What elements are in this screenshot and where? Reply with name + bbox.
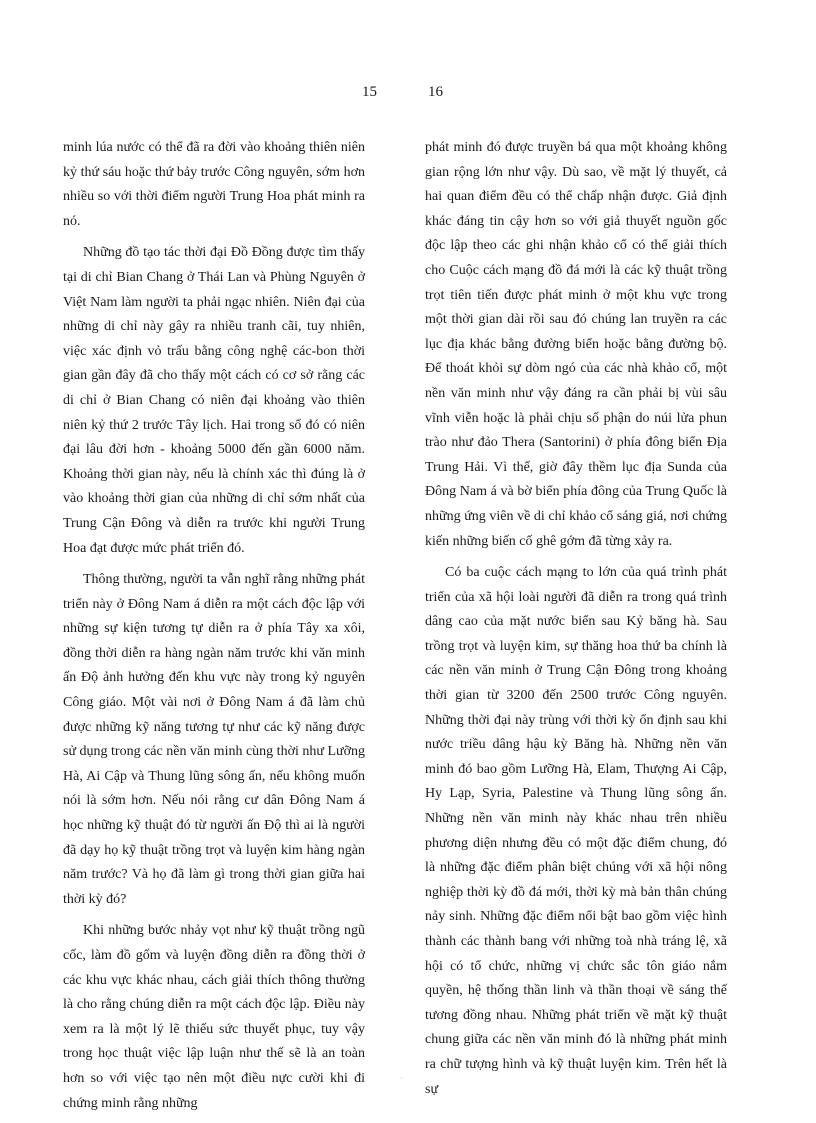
scan-artifact-mark: ·	[400, 1074, 403, 1083]
paragraph: Những đồ tạo tác thời đại Đồ Đồng được tìm thấy tại di chỉ Bian Chang ở Thái Lan và Phùng Nguyên ở Việt Nam làm người ta phải ngạc nhiên. Niên đại của những di chỉ này gây ra nhiều tranh cãi, tuy nhiên, việc xác định vỏ trấu bằng công nghệ các-bon thời gian gần đây đã cho thấy một cách có cơ sở rằng các di chỉ ở Bian Chang có niên đại khoảng vào thiên niên kỷ thứ 2 trước Tây lịch. Hai trong số đó có niên đại lâu đời hơn - khoảng 5000 đến gần 6000 năm. Khoảng thời gian này, nếu là chính xác thì đúng là ở vào khoảng thời gian của những di chỉ sớm nhất của Trung Cận Đông và diễn ra trước khi người Trung Hoa đạt được mức phát triển đó.	[63, 245, 365, 556]
right-page-number: 16	[428, 84, 443, 100]
right-page-body	[425, 136, 727, 1102]
paragraph: Thông thường, người ta vẫn nghĩ rằng những phát triển này ở Đông Nam á diễn ra một cách độc lập với những sự kiện tương tự diễn ra ở phía Tây xa xôi, đồng thời diễn ra hàng ngàn năm trước khi văn minh ấn Độ ảnh hưởng đến khu vực này trong kỷ nguyên Công giáo. Một vài nơi ở Đông Nam á đã làm chủ được những kỹ năng tương tự như các kỹ năng được sử dụng trong các nền văn minh cùng thời như Lưỡng Hà, Ai Cập và Thung lũng sông ấn, nếu không muốn nói là sớm hơn. Nếu nói rằng cư dân Đông Nam á học những kỹ thuật đó từ người ấn Độ thì ai là người đã dạy họ kỹ thuật trồng trọt và luyện kim hàng ngàn năm trước? Và họ đã làm gì trong thời gian giữa hai thời kỳ đó?	[63, 572, 365, 907]
paragraph: phát minh đó được truyền bá qua một khoảng không gian rộng lớn như vậy. Dù sao, về mặt lý thuyết, cả hai quan điểm đều có thể chấp nhận được. Giả định khác đáng tin cậy hơn so với giả thuyết nguồn gốc độc lập theo các ghi nhận khảo cổ có thể giải thích cho Cuộc cách mạng đồ đá mới là các kỹ thuật trồng trọt tiên tiến được phát minh ở một khu vực trong một thời gian dài rồi sau đó chúng lan truyền ra các lục địa khác bằng đường biển hoặc bằng đường bộ. Để thoát khỏi sự dòm ngó của các nhà khảo cổ, một nền văn minh như vậy đáng ra cần phải bị vùi sâu vĩnh viễn hoặc là phải chịu số phận do núi lửa phun trào như đảo Thera (Santorini) ở phía đông biển Địa Trung Hải. Vì thế, giờ đây thềm lục địa Sunda của Đông Nam á và bờ biển phía đông của Trung Quốc là những ứng viên về di chỉ khảo cổ sáng giá, nơi chứng kiến những biến cố ghê gớm đã từng xảy ra.	[425, 140, 727, 549]
paragraph: Có ba cuộc cách mạng to lớn của quá trình phát triển của xã hội loài người đã diễn ra trong quá trình dâng cao của mặt nước biển sau Kỷ băng hà. Sau trồng trọt và luyện kim, sự thăng hoa thứ ba chính là các nền văn minh ở Trung Cận Đông trong khoảng thời gian từ 3200 đến 2500 trước Công nguyên. Những thời đại này trùng với thời kỳ ổn định sau khi nước triều dâng hậu kỳ Băng hà. Những nền văn minh đó bao gồm Lưỡng Hà, Elam, Thượng Ai Cập, Hy Lạp, Syria, Palestine và Thung lũng sông ấn. Những nền văn minh này khác nhau trên nhiều phương diện nhưng đều có một đặc điểm chung, đó là những đặc điểm phân biệt chúng với xã hội nông nghiệp thời kỳ đồ đá mới, thời kỳ mà bản thân chúng nảy sinh. Những đặc điểm nổi bật bao gồm việc hình thành các thành bang với những toà nhà tráng lệ, xã hội có tổ chức, những vị chức sắc tôn giáo nắm quyền, hệ thống thần linh và thần thoại về sáng thế tương đồng nhau. Những phát triển về mặt kỹ thuật chung giữa các nền văn minh đó là những phát minh ra chữ tượng hình và kỹ thuật luyện kim. Trên hết là sự	[425, 565, 727, 1097]
paragraph: minh lúa nước có thể đã ra đời vào khoảng thiên niên kỷ thứ sáu hoặc thứ bảy trước Công nguyên, sớm hơn nhiều so với thời điểm người Trung Hoa phát minh ra nó.	[63, 140, 365, 229]
left-page-number: 15	[362, 84, 377, 100]
paragraph: Khi những bước nhảy vọt như kỹ thuật trồng ngũ cốc, làm đồ gốm và luyện đồng diễn ra đồng thời ở các khu vực khác nhau, cách giải thích thông thường là cho rằng chúng diễn ra một cách độc lập. Điều này xem ra là một lý lẽ thiếu sức thuyết phục, tuy vậy trong học thuật việc lập luận như thế sẽ là an toàn hơn so với việc tạo nên một điều nực cười khi đi chứng minh rằng những	[63, 923, 365, 1111]
left-page-body	[63, 136, 365, 1116]
